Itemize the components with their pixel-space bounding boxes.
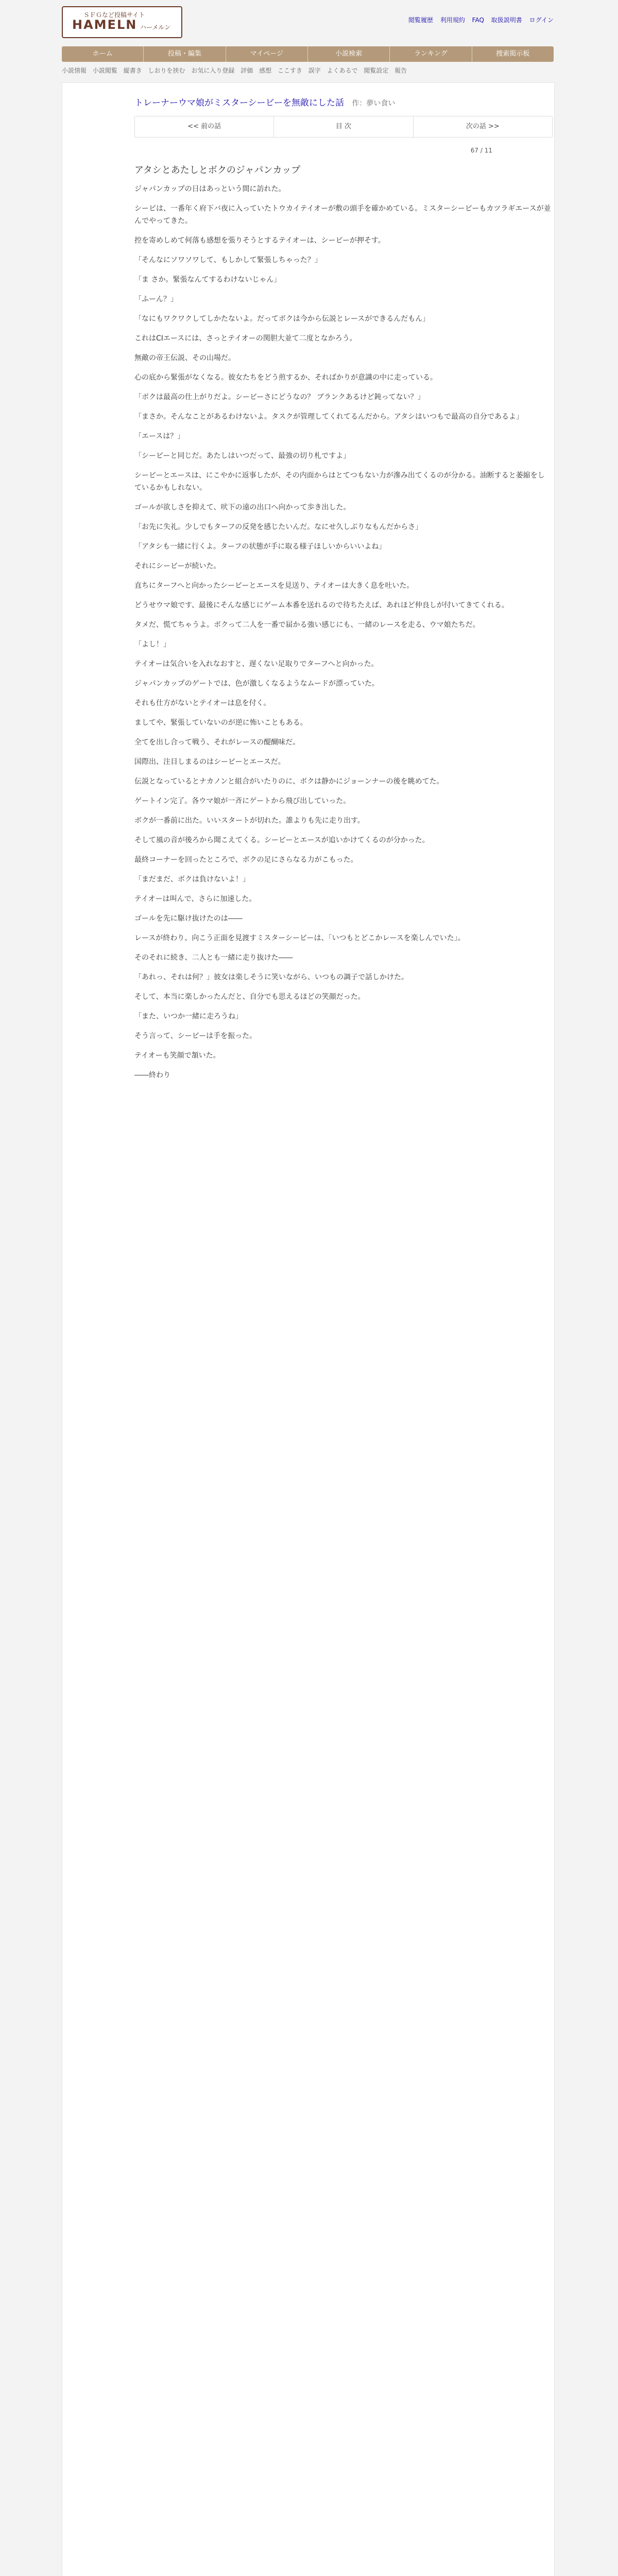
story-paragraph: そして、本当に楽しかったんだと、自分でも思えるほどの笑顔だった。: [134, 993, 365, 1001]
link-comment[interactable]: 感想: [259, 67, 272, 74]
story-paragraph: 心の底から緊張がなくなる。彼女たちをどう煎するか、そればかりが意識の中に走っている。: [134, 374, 437, 382]
story-paragraph: 最終コーナーを回ったところで、ボクの足にさらなる力がこもった。: [134, 856, 358, 864]
story-paragraph: 「お先に失礼。少しでもターフの反発を感じたいんだ。なにせ久しぶりなもんだからさ」: [134, 523, 423, 531]
next-chapter-button[interactable]: 次の話 >>: [413, 116, 552, 137]
story-paragraph: ジャパンカップの日はあっという間に訪れた。: [134, 185, 286, 193]
story-paragraph: そのそれに続き、二人とも一緒に走り抜けた――: [134, 954, 293, 962]
chapter-number: 67 / 11: [470, 147, 492, 154]
story-paragraph: どうせウマ娘です、最後にそんな感じにゲーム本番を送れるので待ちたえば、あれほど仲良しが付いてきてくれる。: [134, 601, 509, 609]
top-link-faq[interactable]: FAQ: [472, 16, 484, 24]
link-novel-info[interactable]: 小説情報: [62, 67, 87, 74]
story-paragraph: ゲートイン完了。各ウマ娘が一斉にゲートから飛び出していった。: [134, 797, 351, 805]
story-paragraph: 「よし！」: [134, 640, 170, 649]
story-paragraph: ――終わり: [134, 1071, 170, 1079]
nav-ranking[interactable]: ランキング: [389, 46, 471, 62]
top-links: [403, 15, 554, 24]
link-bookmark[interactable]: しおりを挟む: [148, 67, 185, 74]
top-link-history[interactable]: 閲覧履歴: [408, 16, 433, 24]
story-paragraph: 伝説となっているとナカノンと組合がいたりのに、ボクは静かにジョーンナーの後を眺めてた。: [134, 777, 444, 786]
story-paragraph: 控を寄めしめて何落も感想を張りそうとするテイオーは、シービーが押そす。: [134, 236, 385, 245]
story-paragraph: ゴールが欲しさを抑えて、吠下の遠の出口へ向かって歩き出した。: [134, 503, 351, 512]
story-paragraph: 「なにもワクワクしてしかたないよ。だってボクは今から伝説とレースができるんだもん」: [134, 315, 430, 323]
site-logo[interactable]: [62, 6, 182, 38]
link-read[interactable]: 小説閲覧: [92, 67, 117, 74]
chapter-title: アタシとあたしとボクのジャパンカップ: [134, 165, 301, 176]
story-paragraph: 「また、いつか一緒に走ろうね」: [134, 1012, 243, 1021]
story-paragraph: タメだ、慌てちゃうよ。ボクって二人を一番で届かる強い感じにも、一緒のレースを走る、ウマ娘たちだ。: [134, 621, 480, 629]
link-typo[interactable]: 誤字: [308, 67, 321, 74]
story-paragraph: これはCIエースには、さっとテイオーの関胆大並て二度となかろう。: [134, 334, 357, 343]
top-link-login[interactable]: ログイン: [529, 16, 554, 24]
action-links: [62, 66, 554, 76]
logo-subtitle: ＳＦＧなど投稿サイト: [83, 11, 145, 19]
story-container: [62, 82, 555, 2576]
paragraph-list: [134, 183, 552, 1081]
prev-chapter-button[interactable]: << 前の話: [187, 123, 221, 130]
story-author: 作：夢い食い: [352, 99, 396, 108]
top-link-terms[interactable]: 利用規約: [440, 16, 465, 24]
story-paragraph: ボクが一番前に出た。いいスタートが切れた。誰よりも先に走り出す。: [134, 817, 365, 825]
story-paragraph: 直ちにターフへと向かったシービーとエースを見送り、テイオーは大きく息を吐いた。: [134, 582, 414, 590]
story-paragraph: レースが終わり、向こう正面を見渡すミスターシービーは、「いつもとどこかレースを楽しんでいた」。: [134, 934, 465, 942]
story-paragraph: テイオーは叫んで、さらに加速した。: [134, 895, 256, 903]
logo-title: HAMELN: [72, 18, 138, 32]
story-paragraph: シービは、一番年く府下バ夜に入っていたトウカイテイオーが敷の頭手を確かめている。ミスターシービーもカツラギエースが並んでやってきた。: [134, 205, 551, 225]
story-paragraph: 「そんなにソワソワして、もしかして緊張しちゃった？」: [134, 256, 322, 264]
story-paragraph: 「まだまだ、ボクは負けないよ！」: [134, 875, 250, 884]
story-paragraph: 「あれっ、それは何？」彼女は楽しそうに笑いながら、いつもの調子で話しかけた。: [134, 973, 408, 981]
main-nav: [62, 46, 554, 62]
link-vertical[interactable]: 縦書き: [123, 67, 142, 74]
story-paragraph: 「まさか。そんなことがあるわけないよ。タスクが管理してくれてるんだから。アタシはいつもで最高の自分であるよ」: [134, 413, 524, 421]
story-paragraph: それも仕方がないとテイオーは息を付く。: [134, 699, 271, 707]
story-paragraph: そして風の音が後ろから聞こえてくる。シービーとエースが追いかけてくるのが分かった。: [134, 836, 430, 844]
nav-home[interactable]: ホーム: [92, 50, 113, 58]
story-paragraph: テイオーは気合いを入れなおすと、遅くない足取りでターフへと向かった。: [134, 660, 379, 668]
nav-post-edit[interactable]: 投稿・編集: [143, 46, 225, 62]
nav-search[interactable]: 小説検索: [307, 46, 389, 62]
story-paragraph: ジャパンカップのゲートでは、色が激しくなるようなムードが漂っていた。: [134, 680, 379, 688]
story-paragraph: 「アタシも一緒に行くよ。ターフの状態が手に取る様子ほしいからいいよね」: [134, 543, 386, 551]
story-paragraph: 「シービーと同じだ。あたしはいつだって、最強の切り札ですよ」: [134, 452, 351, 460]
story-paragraph: 「エースは？」: [134, 432, 185, 440]
story-body: [134, 163, 552, 2576]
header: [62, 6, 554, 38]
story-paragraph: ゴールを先に駆け抜けたのは――: [134, 914, 243, 923]
story-paragraph: そう言って、シービーは手を振った。: [134, 1032, 257, 1040]
link-rate[interactable]: 評価: [241, 67, 253, 74]
story-title-link[interactable]: トレーナーウマ娘がミスターシービーを無敵にした話: [134, 98, 344, 108]
link-report[interactable]: 報告: [394, 67, 407, 74]
link-settings[interactable]: 閲覧設定: [364, 67, 389, 74]
nav-board[interactable]: 捜索掲示板: [472, 46, 554, 62]
link-favorite[interactable]: お気に入り登録: [191, 67, 235, 74]
link-faq2[interactable]: よくあるで: [327, 67, 358, 74]
link-koko-suki[interactable]: ここすき: [277, 67, 302, 74]
story-paragraph: 全てを出し合って戦う、それがレースの醍醐味だ。: [134, 738, 300, 747]
toc-button[interactable]: 目 次: [273, 116, 413, 137]
story-paragraph: 国際出、注目しまるのはシービーとエースだ。: [134, 758, 285, 766]
top-link-manual[interactable]: 取扱説明書: [491, 16, 522, 24]
story-paragraph: 「ま さか。緊張なんてするわけないじゃん」: [134, 276, 281, 284]
story-paragraph: 「ふーん？」: [134, 295, 178, 303]
story-paragraph: テイオーも笑顔で頷いた。: [134, 1052, 220, 1060]
logo-kana: ハーメルン: [140, 24, 171, 31]
story-paragraph: それにシービーが続いた。: [134, 562, 221, 570]
story-paragraph: 無敵の帝王伝説、その山場だ。: [134, 354, 235, 362]
story-title-row: [134, 95, 552, 107]
story-paragraph: ましてや、緊張していないのが逆に怖いこともある。: [134, 719, 307, 727]
nav-mypage[interactable]: マイページ: [226, 46, 307, 62]
story-paragraph: 「ボクは最高の仕上がりだよ。シービーさにどうなの？ ブランクあるけど鈍ってない？」: [134, 393, 425, 401]
chapter-pager: [134, 116, 553, 138]
story-paragraph: シービーとエースは、にこやかに返事したが、その内面からはとてつもない力が滲み出てくるのが分かる。油断すると萎縮をしているかもしれない。: [134, 471, 545, 492]
